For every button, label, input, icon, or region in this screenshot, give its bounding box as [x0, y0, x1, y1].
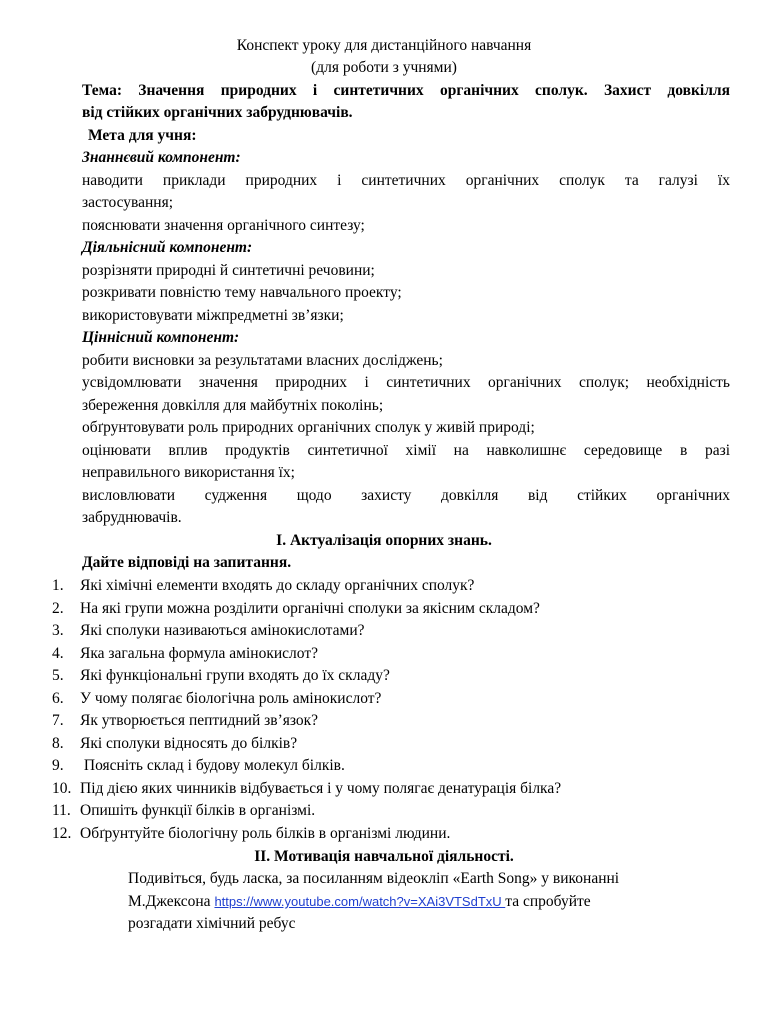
question-item [52, 755, 732, 777]
question-number: 7. [52, 712, 64, 729]
document-subtitle: (для роботи з учнями) [311, 59, 457, 76]
activity-item: розкривати повністю тему навчального проекту; [82, 284, 402, 301]
value-item: висловлювати судження щодо захисту довкілля від стійких органічних [82, 487, 730, 504]
question-text: На які групи можна розділити органічні сполуки за якісним складом? [80, 599, 540, 617]
section-1-prompt: Дайте відповіді на запитання. [82, 554, 292, 571]
knowledge-item: застосування; [82, 194, 174, 211]
question-item [52, 710, 732, 732]
question-text: Які функціональні групи входять до їх складу? [80, 667, 390, 684]
question-number: 12. [52, 824, 72, 842]
question-item [52, 643, 732, 665]
question-item [52, 823, 732, 845]
section-2-title: ІІ. Мотивація навчальної діяльності. [254, 848, 514, 865]
question-text: Опишіть функції білків в організмі. [80, 802, 316, 819]
video-link[interactable]: https://www.youtube.com/watch?v=XAi3VTSdTxU [214, 894, 506, 909]
question-item [52, 665, 732, 687]
activity-item: використовувати міжпредметні зв’язки; [82, 307, 344, 324]
question-number: 2. [52, 599, 64, 617]
question-number: 11. [52, 802, 71, 819]
activity-heading: Діяльнісний компонент: [82, 239, 253, 256]
topic-line-2: від стійких органічних забруднювачів. [82, 104, 353, 121]
section-1-title: І. Актуалізація опорних знань. [276, 532, 492, 549]
question-text: У чому полягає біологічна роль амінокислот? [80, 689, 382, 707]
topic-line-1: Тема: Значення природних і синтетичних органічних сполук. Захист довкілля [82, 82, 730, 99]
question-item [52, 688, 732, 710]
question-item [52, 620, 732, 642]
question-number: 3. [52, 622, 64, 639]
question-number: 6. [52, 689, 64, 707]
motivation-line-1: Подивіться, будь ласка, за посиланням відеокліп «Earth Song» у виконанні [128, 870, 620, 887]
motivation-text-before: М.Джексона [128, 893, 215, 910]
knowledge-item: наводити приклади природних і синтетичних органічних сполук та галузі їх [82, 172, 730, 189]
value-item: забруднювачів. [82, 509, 182, 526]
question-number: 5. [52, 667, 64, 684]
question-text: Поясніть склад і будову молекул білків. [80, 757, 345, 774]
question-text: Які хімічні елементи входять до складу органічних сполук? [80, 577, 475, 594]
value-item: обґрунтовувати роль природних органічних сполук у живій природі; [82, 419, 535, 436]
question-item [52, 575, 732, 597]
question-text: Які сполуки називаються амінокислотами? [80, 622, 365, 639]
question-item [52, 733, 732, 755]
question-item [52, 598, 732, 620]
value-item: робити висновки за результатами власних досліджень; [82, 352, 443, 369]
question-item [52, 778, 732, 800]
activity-item: розрізняти природні й синтетичні речовини; [82, 262, 375, 279]
value-item: неправильного використання їх; [82, 464, 295, 481]
question-text: Обґрунтуйте біологічну роль білків в організмі людини. [80, 824, 451, 842]
question-text: Яка загальна формула амінокислот? [80, 644, 318, 662]
question-number: 9. [52, 757, 64, 774]
value-item: оцінювати вплив продуктів синтетичної хімії на навколишнє середовище в разі [82, 442, 730, 459]
motivation-line-2 [128, 891, 728, 913]
goal-heading: Мета для учня: [88, 127, 197, 144]
question-text: Які сполуки відносять до білків? [80, 734, 298, 752]
question-text: Як утворюється пептидний зв’язок? [80, 712, 319, 729]
question-number: 4. [52, 644, 64, 662]
question-number: 10. [52, 779, 72, 797]
knowledge-heading: Знаннєвий компонент: [82, 149, 241, 166]
question-text: Під дією яких чинників відбувається і у чому полягає денатурація білка? [80, 779, 562, 797]
knowledge-item: пояснювати значення органічного синтезу; [82, 217, 365, 234]
value-heading: Ціннісний компонент: [82, 329, 240, 346]
value-item: збереження довкілля для майбутніх поколінь; [82, 397, 384, 414]
question-number: 1. [52, 577, 64, 594]
motivation-text-after: та спробуйте [505, 893, 591, 910]
question-number: 8. [52, 734, 64, 752]
motivation-line-3: розгадати хімічний ребус [128, 915, 296, 932]
question-item [52, 800, 732, 822]
document-title: Конспект уроку для дистанційного навчання [236, 37, 532, 54]
value-item: усвідомлювати значення природних і синтетичних органічних сполук; необхідність [82, 374, 730, 391]
